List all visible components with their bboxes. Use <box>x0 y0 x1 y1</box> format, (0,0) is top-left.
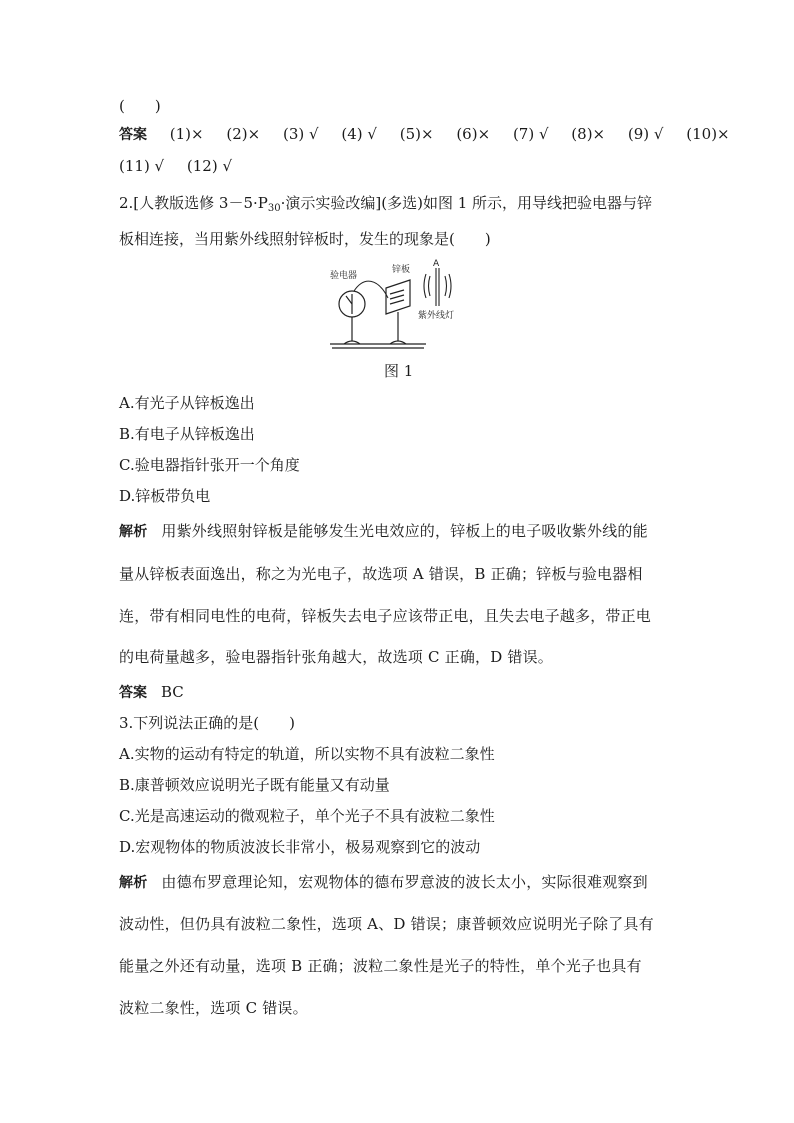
q2-stem-rest: ·演示实验改编](多选)如图 1 所示，用导线把验电器与锌 <box>280 194 653 212</box>
q2-answer <box>119 682 184 703</box>
q2-analysis-line1 <box>119 521 648 542</box>
q3-analysis-line3: 能量之外还有动量，选项 B 正确；波粒二象性是光子的特性，单个光子也具有 <box>119 957 642 975</box>
q3-option-c: C.光是高速运动的微观粒子，单个光子不具有波粒二象性 <box>119 807 495 825</box>
answer-item: (5)× <box>399 125 434 143</box>
uv-lamp <box>424 268 451 306</box>
answer-item: (9) √ <box>627 125 664 143</box>
label-uv-lamp: 紫外线灯 <box>418 311 455 321</box>
wire <box>354 281 388 298</box>
q2-analysis-line3: 连，带有相同电性的电荷，锌板失去电子应该带正电，且失去电子越多，带正电 <box>119 607 652 625</box>
answer-item: (6)× <box>456 125 491 143</box>
analysis-text: 由德布罗意理论知，宏观物体的德布罗意波的波长太小，实际很难观察到 <box>161 873 648 891</box>
answer-item: (11) √ <box>119 157 165 175</box>
q3-stem: 3.下列说法正确的是( ) <box>119 714 296 732</box>
q2-option-d: D.锌板带负电 <box>119 487 211 505</box>
label-A: A <box>433 259 440 269</box>
analysis-text: 用紫外线照射锌板是能够发生光电效应的，锌板上的电子吸收紫外线的能 <box>161 522 648 540</box>
answer-item: (4) √ <box>341 125 377 143</box>
answer-item: (2)× <box>226 125 261 143</box>
answer-block-1 <box>119 124 730 145</box>
answer-item: (1)× <box>169 125 204 143</box>
label-zinc-plate: 锌板 <box>392 265 411 275</box>
answer-label: 答案 <box>119 685 147 701</box>
q3-option-b: B.康普顿效应说明光子既有能量又有动量 <box>119 776 390 794</box>
q2-analysis-line4: 的电荷量越多，验电器指针张角越大，故选项 C 正确，D 错误。 <box>119 648 554 666</box>
q3-option-d: D.宏观物体的物质波波长非常小，极易观察到它的波动 <box>119 838 481 856</box>
q2-analysis-line2: 量从锌板表面逸出，称之为光电子，故选项 A 错误，B 正确；锌板与验电器相 <box>119 565 643 583</box>
q3-analysis-line4: 波粒二象性，选项 C 错误。 <box>119 999 308 1017</box>
q3-analysis-line1 <box>119 872 648 893</box>
q3-option-a: A.实物的运动有特定的轨道，所以实物不具有波粒二象性 <box>119 745 495 763</box>
answer-item: (10)× <box>686 125 730 143</box>
analysis-label: 解析 <box>119 875 148 891</box>
answer-value: BC <box>161 683 184 701</box>
zinc-plate <box>386 280 410 344</box>
q2-page-sub: 30 <box>267 203 281 214</box>
q2-prefix: 2.[人教版选修 3－5·P <box>119 194 268 212</box>
answer-item: (7) √ <box>512 125 549 143</box>
answer-item: (3) √ <box>283 125 319 143</box>
base-plate <box>330 344 426 348</box>
answer-item: (8)× <box>571 125 606 143</box>
answer-block-1-row2 <box>119 156 250 176</box>
q2-option-a: A.有光子从锌板逸出 <box>119 394 255 412</box>
electroscope <box>339 291 365 344</box>
analysis-label: 解析 <box>119 524 148 540</box>
q2-option-b: B.有电子从锌板逸出 <box>119 425 255 443</box>
q2-stem-line2: 板相连接，当用紫外线照射锌板时，发生的现象是( ) <box>119 230 491 248</box>
q3-analysis-line2: 波动性，但仍具有波粒二象性，选项 A、D 错误；康普顿效应说明光子除了具有 <box>119 915 654 933</box>
label-electroscope: 验电器 <box>330 271 358 281</box>
answer-label: 答案 <box>119 127 147 143</box>
q2-option-c: C.验电器指针张开一个角度 <box>119 456 300 474</box>
top-paren: ( ) <box>119 97 161 115</box>
electroscope-figure <box>318 258 478 352</box>
figure-caption: 图 1 <box>384 362 414 380</box>
answer-item: (12) √ <box>186 157 233 175</box>
q2-stem-line1 <box>119 193 652 219</box>
